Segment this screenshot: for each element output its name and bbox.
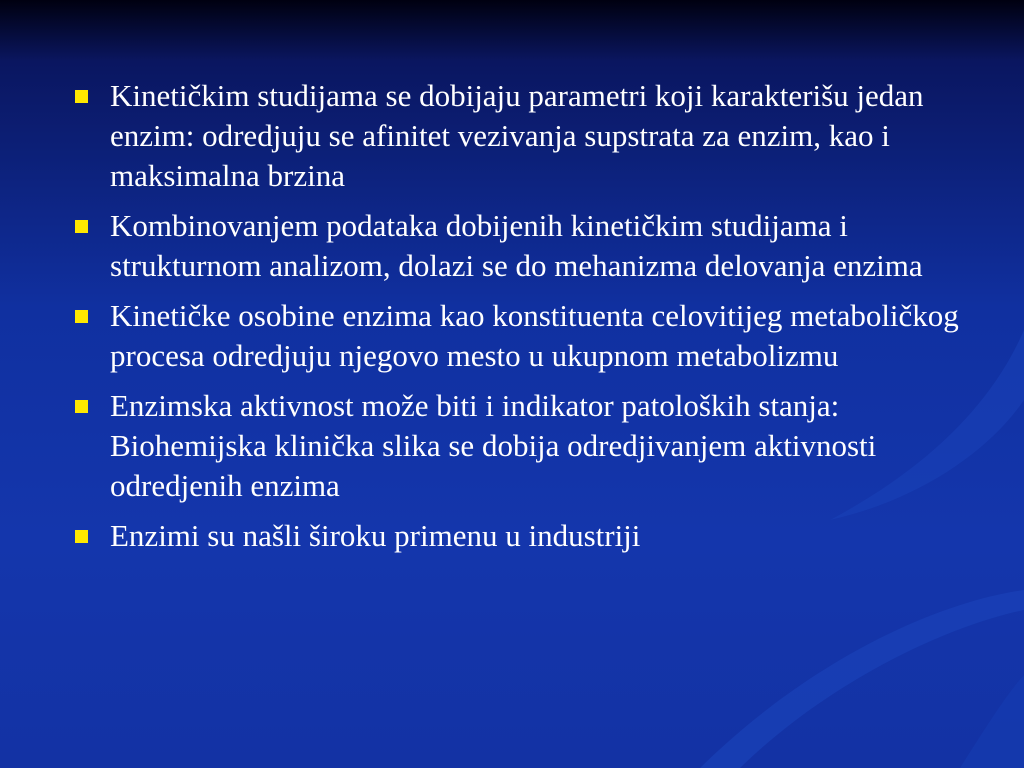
bullet-item xyxy=(70,206,970,286)
bullet-text: Enzimska aktivnost može biti i indikator patoloških stanja: Biohemijska klinička slika se dobija odredjivanjem aktivnosti odredjenih enzima xyxy=(110,388,877,503)
bullet-item xyxy=(70,386,970,506)
square-bullet-icon xyxy=(75,90,88,103)
bullet-list xyxy=(70,76,970,566)
bullet-text: Kinetičkim studijama se dobijaju parametri koji karakterišu jedan enzim: odredjuju se afinitet vezivanja supstrata za enzim, kao i maksimalna brzina xyxy=(110,78,924,193)
bullet-text: Kombinovanjem podataka dobijenih kinetičkim studijama i strukturnom analizom, dolazi se do mehanizma delovanja enzima xyxy=(110,208,923,283)
bullet-text: Enzimi su našli široku primenu u industriji xyxy=(110,518,641,553)
bullet-item xyxy=(70,76,970,196)
bullet-item xyxy=(70,516,970,556)
square-bullet-icon xyxy=(75,400,88,413)
bullet-item xyxy=(70,296,970,376)
square-bullet-icon xyxy=(75,220,88,233)
square-bullet-icon xyxy=(75,530,88,543)
bullet-text: Kinetičke osobine enzima kao konstituenta celovitijeg metaboličkog procesa odredjuju njegovo mesto u ukupnom metabolizmu xyxy=(110,298,959,373)
square-bullet-icon xyxy=(75,310,88,323)
